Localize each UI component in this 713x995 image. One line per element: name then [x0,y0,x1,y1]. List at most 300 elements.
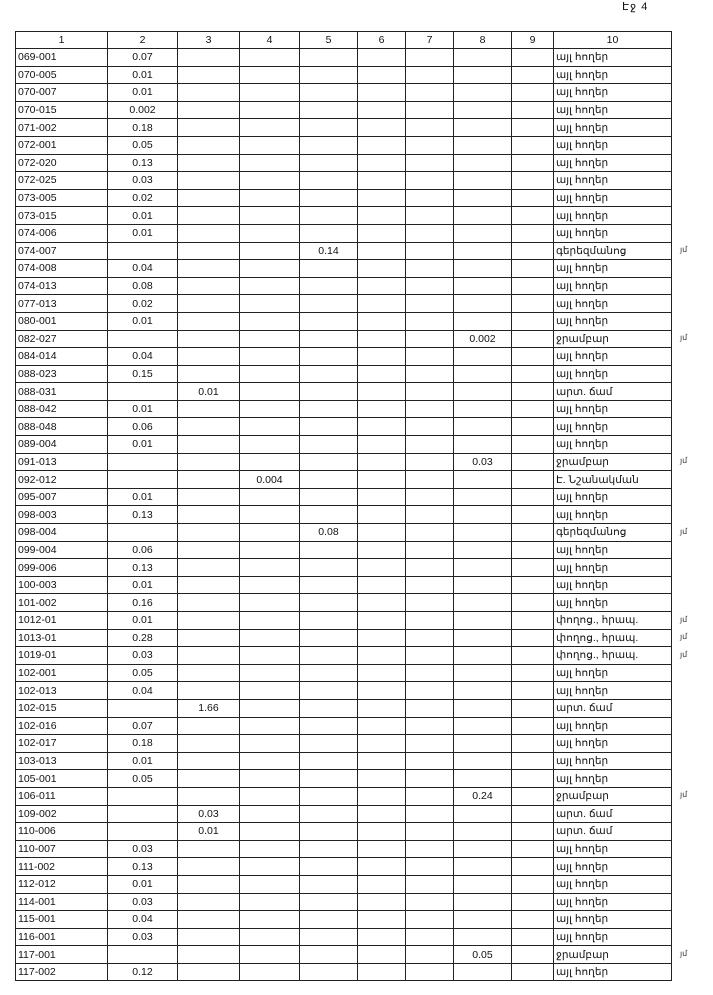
value-col-5 [300,858,358,876]
value-col-2 [108,805,178,823]
value-col-2: 0.03 [108,647,178,665]
table-row [16,699,672,717]
value-col-9 [512,682,554,700]
land-type: այլ հողեր [554,928,672,946]
value-col-6 [358,647,406,665]
value-col-3 [178,911,240,929]
value-col-7 [406,418,454,436]
value-col-4 [240,365,300,383]
table-row [16,453,672,471]
parcel-code: 099-004 [16,541,108,559]
land-type: այլ հողեր [554,365,672,383]
land-type: այլ հողեր [554,66,672,84]
value-col-9 [512,911,554,929]
land-type: արտ. ճամ [554,805,672,823]
land-type: այլ հողեր [554,84,672,102]
value-col-3: 1.66 [178,699,240,717]
value-col-4 [240,453,300,471]
table-row [16,752,672,770]
value-col-4 [240,66,300,84]
parcel-code: 099-006 [16,559,108,577]
parcel-code: 111-002 [16,858,108,876]
table-row [16,612,672,630]
value-col-2 [108,330,178,348]
value-col-2: 0.05 [108,664,178,682]
land-type: այլ հողեր [554,136,672,154]
value-col-6 [358,506,406,524]
value-col-2: 0.01 [108,66,178,84]
value-col-4 [240,770,300,788]
value-col-5 [300,559,358,577]
value-col-5 [300,224,358,242]
value-col-7 [406,928,454,946]
table-row [16,647,672,665]
value-col-6 [358,576,406,594]
value-col-3 [178,875,240,893]
land-type: այլ հողեր [554,858,672,876]
value-col-9 [512,524,554,542]
land-type: այլ հողեր [554,735,672,753]
value-col-5 [300,400,358,418]
column-header: 8 [454,32,512,49]
column-header: 7 [406,32,454,49]
value-col-3 [178,594,240,612]
value-col-4 [240,506,300,524]
value-col-3 [178,664,240,682]
land-type: այլ հողեր [554,770,672,788]
parcel-code: 070-015 [16,101,108,119]
value-col-4 [240,629,300,647]
value-col-7 [406,594,454,612]
value-col-4 [240,682,300,700]
value-col-2: 0.01 [108,576,178,594]
value-col-7 [406,49,454,67]
value-col-9 [512,840,554,858]
value-col-4 [240,928,300,946]
value-col-7 [406,453,454,471]
value-col-5 [300,154,358,172]
value-col-5 [300,84,358,102]
value-col-9 [512,312,554,330]
land-type: արտ. ճամ [554,823,672,841]
value-col-9 [512,295,554,313]
value-col-9 [512,770,554,788]
value-col-4 [240,805,300,823]
value-col-8 [454,629,512,647]
table-row [16,84,672,102]
value-col-7 [406,101,454,119]
land-type: ջրամբար [554,330,672,348]
value-col-2 [108,946,178,964]
value-col-5 [300,136,358,154]
value-col-3 [178,101,240,119]
land-type: այլ հողեր [554,207,672,225]
value-col-8 [454,224,512,242]
value-col-8 [454,101,512,119]
margin-note: յմ [680,790,688,800]
table-row [16,471,672,489]
value-col-2: 0.03 [108,893,178,911]
value-col-5 [300,699,358,717]
value-col-9 [512,717,554,735]
value-col-9 [512,66,554,84]
column-header: 9 [512,32,554,49]
land-type: այլ հողեր [554,101,672,119]
land-type: այլ հողեր [554,576,672,594]
column-header: 10 [554,32,672,49]
value-col-8 [454,823,512,841]
value-col-6 [358,295,406,313]
parcel-code: 089-004 [16,436,108,454]
value-col-2: 0.01 [108,752,178,770]
land-type: այլ հողեր [554,418,672,436]
table-row [16,682,672,700]
value-col-7 [406,189,454,207]
value-col-7 [406,699,454,717]
value-col-3 [178,277,240,295]
value-col-8: 0.24 [454,787,512,805]
value-col-5 [300,189,358,207]
value-col-8 [454,119,512,137]
value-col-6 [358,911,406,929]
value-col-7 [406,823,454,841]
parcel-code: 109-002 [16,805,108,823]
value-col-4 [240,963,300,981]
value-col-5: 0.14 [300,242,358,260]
value-col-4 [240,840,300,858]
value-col-9 [512,664,554,682]
value-col-6 [358,101,406,119]
land-type: այլ հողեր [554,682,672,700]
value-col-9 [512,946,554,964]
table-row [16,875,672,893]
parcel-code: 074-008 [16,260,108,278]
value-col-7 [406,312,454,330]
value-col-4 [240,224,300,242]
value-col-7 [406,488,454,506]
value-col-6 [358,488,406,506]
value-col-9 [512,277,554,295]
value-col-4 [240,207,300,225]
value-col-3: 0.03 [178,805,240,823]
value-col-3 [178,207,240,225]
value-col-8 [454,436,512,454]
parcel-code: 084-014 [16,348,108,366]
value-col-6 [358,629,406,647]
value-col-9 [512,453,554,471]
value-col-7 [406,260,454,278]
value-col-3 [178,770,240,788]
parcel-code: 074-007 [16,242,108,260]
value-col-9 [512,136,554,154]
value-col-9 [512,383,554,401]
value-col-5 [300,295,358,313]
value-col-2 [108,823,178,841]
value-col-5 [300,418,358,436]
parcel-code: 110-007 [16,840,108,858]
value-col-4 [240,260,300,278]
value-col-4 [240,418,300,436]
land-type: այլ հողեր [554,752,672,770]
value-col-8 [454,559,512,577]
value-col-8 [454,348,512,366]
land-type: այլ հողեր [554,559,672,577]
value-col-2: 0.02 [108,295,178,313]
value-col-7 [406,136,454,154]
value-col-8 [454,136,512,154]
value-col-6 [358,119,406,137]
value-col-6 [358,66,406,84]
value-col-4 [240,488,300,506]
value-col-6 [358,242,406,260]
column-header: 2 [108,32,178,49]
value-col-7 [406,154,454,172]
value-col-6 [358,893,406,911]
table-row [16,418,672,436]
value-col-4: 0.004 [240,471,300,489]
land-type: այլ հողեր [554,172,672,190]
value-col-3 [178,559,240,577]
value-col-4 [240,49,300,67]
value-col-7 [406,66,454,84]
value-col-5 [300,928,358,946]
value-col-3 [178,471,240,489]
land-type: այլ հողեր [554,717,672,735]
table-row [16,664,672,682]
value-col-5 [300,383,358,401]
value-col-3 [178,49,240,67]
value-col-5 [300,207,358,225]
land-type: այլ հողեր [554,594,672,612]
value-col-8 [454,717,512,735]
value-col-5 [300,277,358,295]
value-col-5 [300,348,358,366]
value-col-5 [300,594,358,612]
value-col-8 [454,699,512,717]
value-col-6 [358,312,406,330]
value-col-5 [300,805,358,823]
column-header: 4 [240,32,300,49]
value-col-8 [454,594,512,612]
value-col-7 [406,84,454,102]
value-col-2: 0.18 [108,119,178,137]
value-col-2: 0.01 [108,436,178,454]
value-col-5 [300,66,358,84]
value-col-2: 0.06 [108,541,178,559]
value-col-6 [358,928,406,946]
value-col-8 [454,928,512,946]
value-col-8 [454,576,512,594]
value-col-9 [512,172,554,190]
table-row [16,576,672,594]
value-col-7 [406,330,454,348]
value-col-8 [454,84,512,102]
value-col-9 [512,471,554,489]
value-col-9 [512,84,554,102]
value-col-9 [512,400,554,418]
value-col-2: 0.16 [108,594,178,612]
value-col-9 [512,963,554,981]
value-col-8 [454,647,512,665]
value-col-5 [300,471,358,489]
value-col-7 [406,946,454,964]
land-type: այլ հողեր [554,295,672,313]
value-col-6 [358,471,406,489]
value-col-7 [406,612,454,630]
value-col-7 [406,805,454,823]
value-col-7 [406,735,454,753]
value-col-6 [358,84,406,102]
value-col-8 [454,172,512,190]
margin-note: յմ [680,245,688,255]
value-col-3 [178,224,240,242]
table-row [16,946,672,964]
value-col-3 [178,506,240,524]
parcel-code: 070-007 [16,84,108,102]
header-row [16,32,672,49]
value-col-3 [178,840,240,858]
value-col-7 [406,717,454,735]
value-col-2: 0.01 [108,84,178,102]
value-col-7 [406,840,454,858]
parcel-code: 088-048 [16,418,108,436]
value-col-8 [454,400,512,418]
value-col-5 [300,436,358,454]
value-col-6 [358,787,406,805]
parcel-code: 077-013 [16,295,108,313]
value-col-9 [512,436,554,454]
value-col-6 [358,365,406,383]
value-col-3 [178,541,240,559]
table-row [16,383,672,401]
value-col-2: 0.04 [108,260,178,278]
value-col-8 [454,242,512,260]
land-type: Է. Նշանակման [554,471,672,489]
table-row [16,928,672,946]
value-col-5 [300,664,358,682]
value-col-3 [178,312,240,330]
value-col-6 [358,735,406,753]
value-col-6 [358,330,406,348]
value-col-5: 0.08 [300,524,358,542]
table-row [16,49,672,67]
value-col-4 [240,312,300,330]
value-col-6 [358,946,406,964]
parcel-code: 069-001 [16,49,108,67]
value-col-6 [358,189,406,207]
value-col-3 [178,858,240,876]
value-col-6 [358,418,406,436]
value-col-3 [178,330,240,348]
land-type: արտ. ճամ [554,699,672,717]
value-col-6 [358,805,406,823]
value-col-6 [358,277,406,295]
table-row [16,295,672,313]
value-col-9 [512,823,554,841]
column-header: 1 [16,32,108,49]
table-row [16,559,672,577]
parcel-code: 092-012 [16,471,108,489]
value-col-8 [454,154,512,172]
value-col-5 [300,735,358,753]
value-col-6 [358,752,406,770]
value-col-5 [300,172,358,190]
value-col-4 [240,541,300,559]
value-col-9 [512,699,554,717]
parcel-code: 103-013 [16,752,108,770]
page-number: Էջ 4 [622,1,649,13]
value-col-2: 0.13 [108,506,178,524]
land-type: այլ հողեր [554,911,672,929]
value-col-6 [358,699,406,717]
value-col-7 [406,400,454,418]
value-col-5 [300,911,358,929]
value-col-4 [240,594,300,612]
column-header: 5 [300,32,358,49]
value-col-4 [240,875,300,893]
parcel-code: 110-006 [16,823,108,841]
parcel-code: 102-013 [16,682,108,700]
land-type: այլ հողեր [554,488,672,506]
value-col-9 [512,119,554,137]
value-col-2: 0.04 [108,348,178,366]
value-col-6 [358,348,406,366]
value-col-6 [358,612,406,630]
value-col-4 [240,612,300,630]
parcel-code: 074-006 [16,224,108,242]
value-col-9 [512,805,554,823]
value-col-9 [512,365,554,383]
value-col-8: 0.03 [454,453,512,471]
table-row [16,224,672,242]
value-col-4 [240,277,300,295]
value-col-4 [240,911,300,929]
table-row [16,770,672,788]
table-row [16,735,672,753]
value-col-3 [178,717,240,735]
value-col-2: 0.12 [108,963,178,981]
land-type: այլ հողեր [554,893,672,911]
value-col-3: 0.01 [178,383,240,401]
value-col-4 [240,400,300,418]
value-col-7 [406,893,454,911]
value-col-9 [512,541,554,559]
column-header: 3 [178,32,240,49]
land-type: այլ հողեր [554,840,672,858]
value-col-9 [512,330,554,348]
parcel-code: 088-031 [16,383,108,401]
land-type: այլ հողեր [554,119,672,137]
value-col-9 [512,576,554,594]
value-col-2: 0.002 [108,101,178,119]
value-col-2: 0.03 [108,928,178,946]
land-type: ջրամբար [554,453,672,471]
value-col-8 [454,365,512,383]
parcel-code: 072-020 [16,154,108,172]
table-row [16,436,672,454]
value-col-6 [358,559,406,577]
table-row [16,594,672,612]
value-col-3 [178,136,240,154]
value-col-9 [512,594,554,612]
value-col-3 [178,488,240,506]
value-col-8 [454,612,512,630]
parcel-code: 112-012 [16,875,108,893]
value-col-8 [454,893,512,911]
land-type: ջրամբար [554,787,672,805]
value-col-8 [454,418,512,436]
value-col-7 [406,559,454,577]
